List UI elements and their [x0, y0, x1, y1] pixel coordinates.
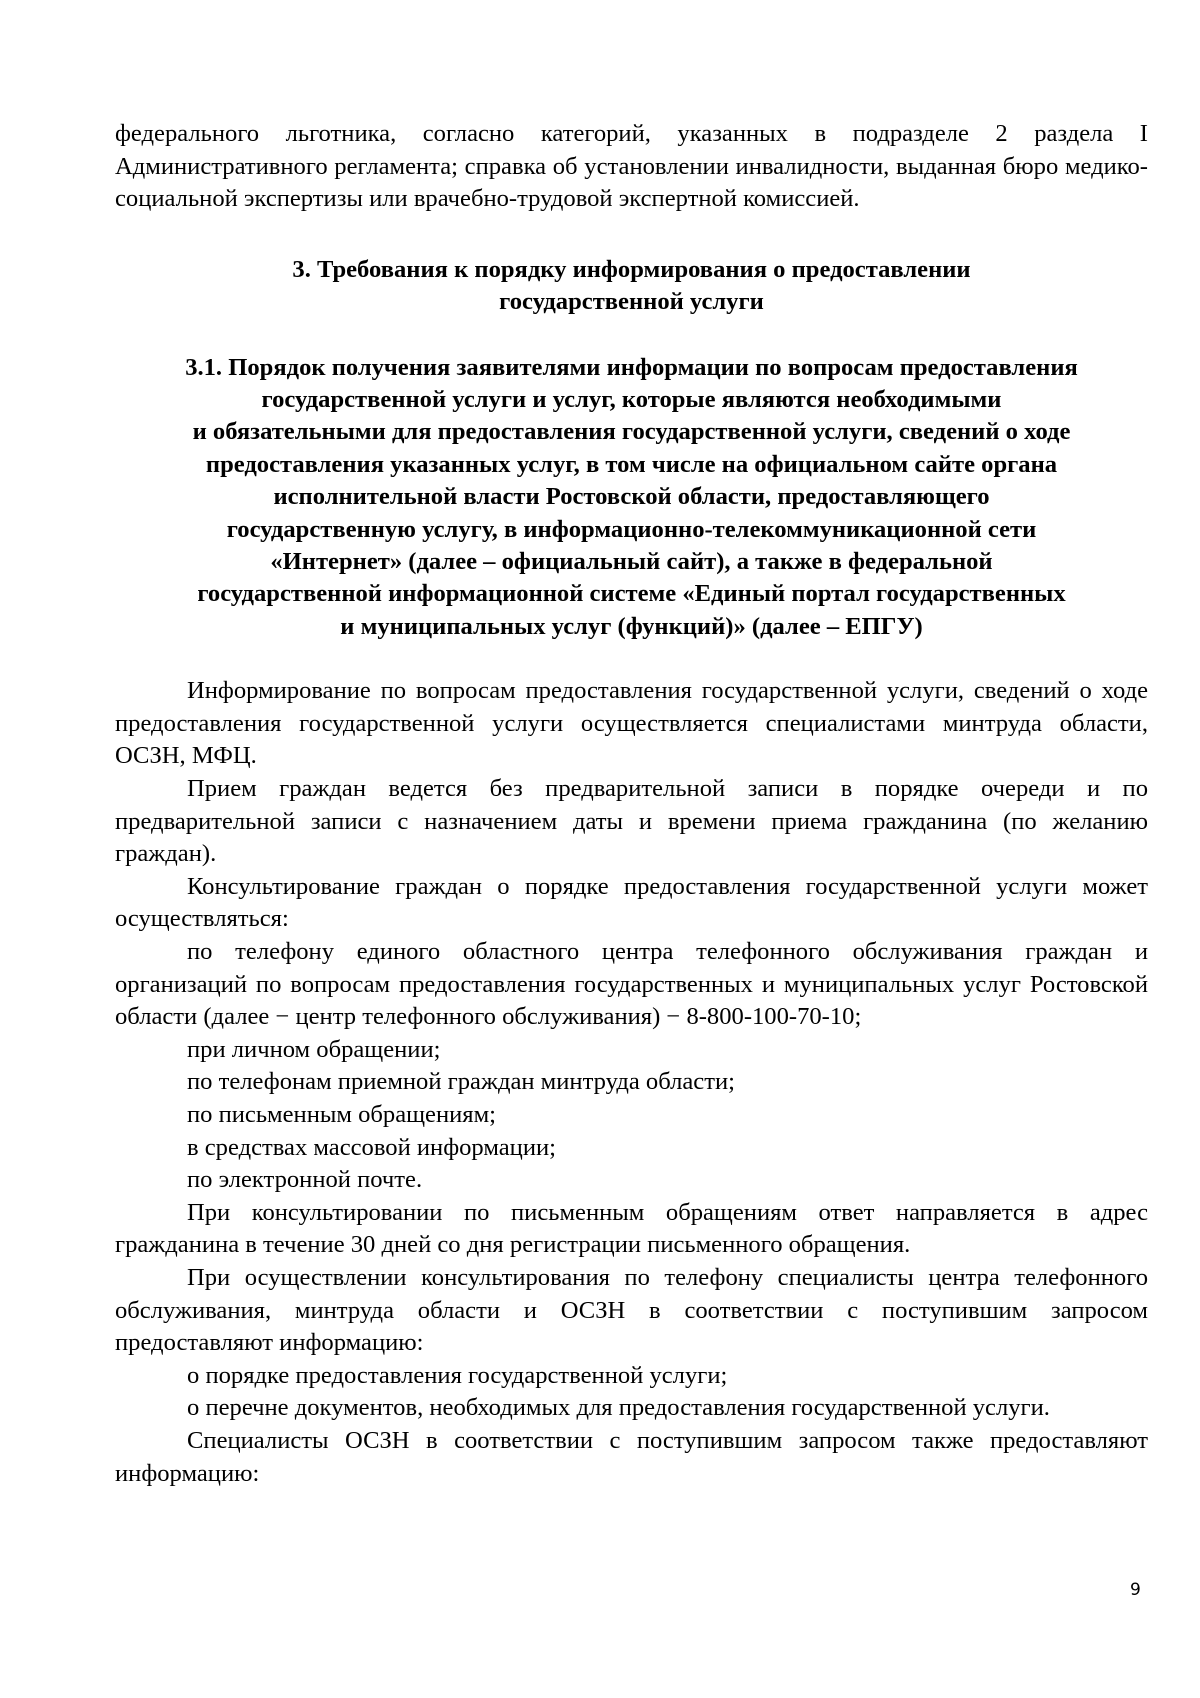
body-paragraph: Прием граждан ведется без предварительной записи в порядке очереди и по предварительной записи с назначением даты и времени приема гражданина (по желанию граждан).: [115, 775, 1148, 868]
section-3-1-heading-line: 3.1. Порядок получения заявителями информации по вопросам предоставления: [185, 353, 1078, 381]
page-number: 9: [1130, 1580, 1141, 1600]
section-3-heading: [115, 254, 1148, 319]
body-text: [115, 675, 1148, 1490]
body-paragraph: Информирование по вопросам предоставления государственной услуги, сведений о ходе предоставления государственной услуги осуществляется специалистами минтруда области, ОСЗН, МФЦ.: [115, 677, 1148, 770]
list-item: по письменным обращениям;: [187, 1100, 497, 1128]
list-item: о порядке предоставления государственной услуги;: [187, 1361, 728, 1389]
section-3-1-heading-line: «Интернет» (далее – официальный сайт), а также в федеральной: [270, 548, 993, 576]
body-paragraph: по телефону единого областного центра телефонного обслуживания граждан и организаций по вопросам предоставления государственных и муниципальных услуг Ростовской области (далее − центр телефонного обслуживания) − 8-800-100-70-10;: [115, 938, 1148, 1031]
body-paragraph: При консультировании по письменным обращениям ответ направляется в адрес гражданина в течение 30 дней со дня регистрации письменного обращения.: [115, 1198, 1148, 1259]
section-3-1-heading: [115, 352, 1148, 644]
intro-paragraph: федерального льготника, согласно категорий, указанных в подразделе 2 раздела I Административного регламента; справка об установлении инвалидности, выданная бюро медико-социальной экспертизы или врачебно-трудовой экспертной комиссией.: [115, 120, 1148, 213]
body-paragraph: Специалисты ОСЗН в соответствии с поступившим запросом также предоставляют информацию:: [115, 1426, 1148, 1487]
list-item: в средствах массовой информации;: [187, 1133, 556, 1161]
list-item: при личном обращении;: [187, 1035, 441, 1063]
section-3-1-heading-line: исполнительной власти Ростовской области, предоставляющего: [273, 483, 990, 511]
list-item: по электронной почте.: [187, 1166, 423, 1194]
document-page: [115, 118, 1148, 1490]
section-3-1-heading-line: государственной услуги и услуг, которые являются необходимыми: [261, 386, 1002, 413]
section-3-1-heading-line: и муниципальных услуг (функций)» (далее – ЕПГУ): [340, 612, 923, 640]
section-3-1-heading-line: и обязательными для предоставления государственной услуги, сведений о ходе: [192, 418, 1071, 446]
list-item: о перечне документов, необходимых для предоставления государственной услуги.: [187, 1394, 1050, 1422]
section-3-1-heading-line: государственной информационной системе «Единый портал государственных: [197, 580, 1066, 608]
section-3-1-heading-line: предоставления указанных услуг, в том числе на официальном сайте органа: [205, 450, 1058, 478]
body-paragraph: Консультирование граждан о порядке предоставления государственной услуги может осуществляться:: [115, 872, 1148, 933]
body-paragraph: При осуществлении консультирования по телефону специалисты центра телефонного обслуживания, минтруда области и ОСЗН в соответствии с поступившим запросом предоставляют информацию:: [115, 1263, 1148, 1357]
section-3-heading-line-1: 3. Требования к порядку информирования о предоставлении: [292, 255, 971, 283]
list-item: по телефонам приемной граждан минтруда области;: [187, 1068, 735, 1096]
section-3-1-heading-line: государственную услугу, в информационно-телекоммуникационной сети: [226, 515, 1037, 543]
section-3-heading-line-2: государственной услуги: [499, 288, 764, 316]
